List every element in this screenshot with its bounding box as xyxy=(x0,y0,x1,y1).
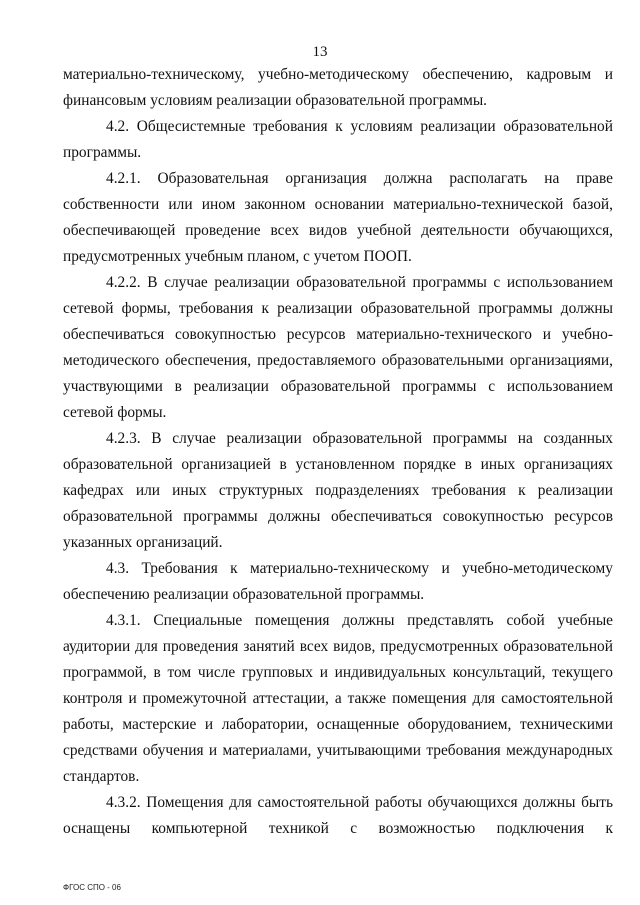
paragraph-4-2-2: 4.2.2. В случае реализации образовательной программы с использованием сетевой формы, требования к реализации образовательной программы должны обеспечиваться совокупностью ресурсов материально-технического и учебно-методического обеспечения, предоставляемого образовательными организациями, участвующими в реализации образовательной программы с использованием сетевой формы. xyxy=(63,274,613,421)
paragraph-4-3-1: 4.3.1. Специальные помещения должны представлять собой учебные аудитории для проведения занятий всех видов, предусмотренных образовательной программой, в том числе групповых и индивидуальных консультаций, текущего контроля и промежуточной аттестации, а также помещения для самостоятельной работы, мастерские и лаборатории, оснащенные оборудованием, техническими средствами обучения и материалами, учитывающими требования международных стандартов. xyxy=(63,612,613,785)
paragraph-continuation: материально-техническому, учебно-методическому обеспечению, кадровым и финансовым условиям реализации образовательной программы. xyxy=(63,66,613,109)
paragraph-4-2-1: 4.2.1. Образовательная организация должна располагать на праве собственности или ином законном основании материально-технической базой, обеспечивающей проведение всех видов учебной деятельности обучающихся, предусмотренных учебным планом, с учетом ПООП. xyxy=(63,170,613,265)
paragraph-4-3-2: 4.3.2. Помещения для самостоятельной работы обучающихся должны быть оснащены компьютерной техникой с возможностью подключения к xyxy=(63,794,613,837)
document-footer-code: ФГОС СПО - 06 xyxy=(63,883,121,892)
paragraph-4-2: 4.2. Общесистемные требования к условиям реализации образовательной программы. xyxy=(63,118,613,161)
paragraph-4-3: 4.3. Требования к материально-техническому и учебно-методическому обеспечению реализации образовательной программы. xyxy=(63,560,613,603)
paragraph-4-2-3: 4.2.3. В случае реализации образовательной программы на созданных образовательной организацией в установленном порядке в иных организациях кафедрах или иных структурных подразделениях требования к реализации образовательной программы должны обеспечиваться совокупностью ресурсов указанных организаций. xyxy=(63,430,613,551)
document-body xyxy=(63,62,613,842)
page-number: 13 xyxy=(312,44,328,60)
